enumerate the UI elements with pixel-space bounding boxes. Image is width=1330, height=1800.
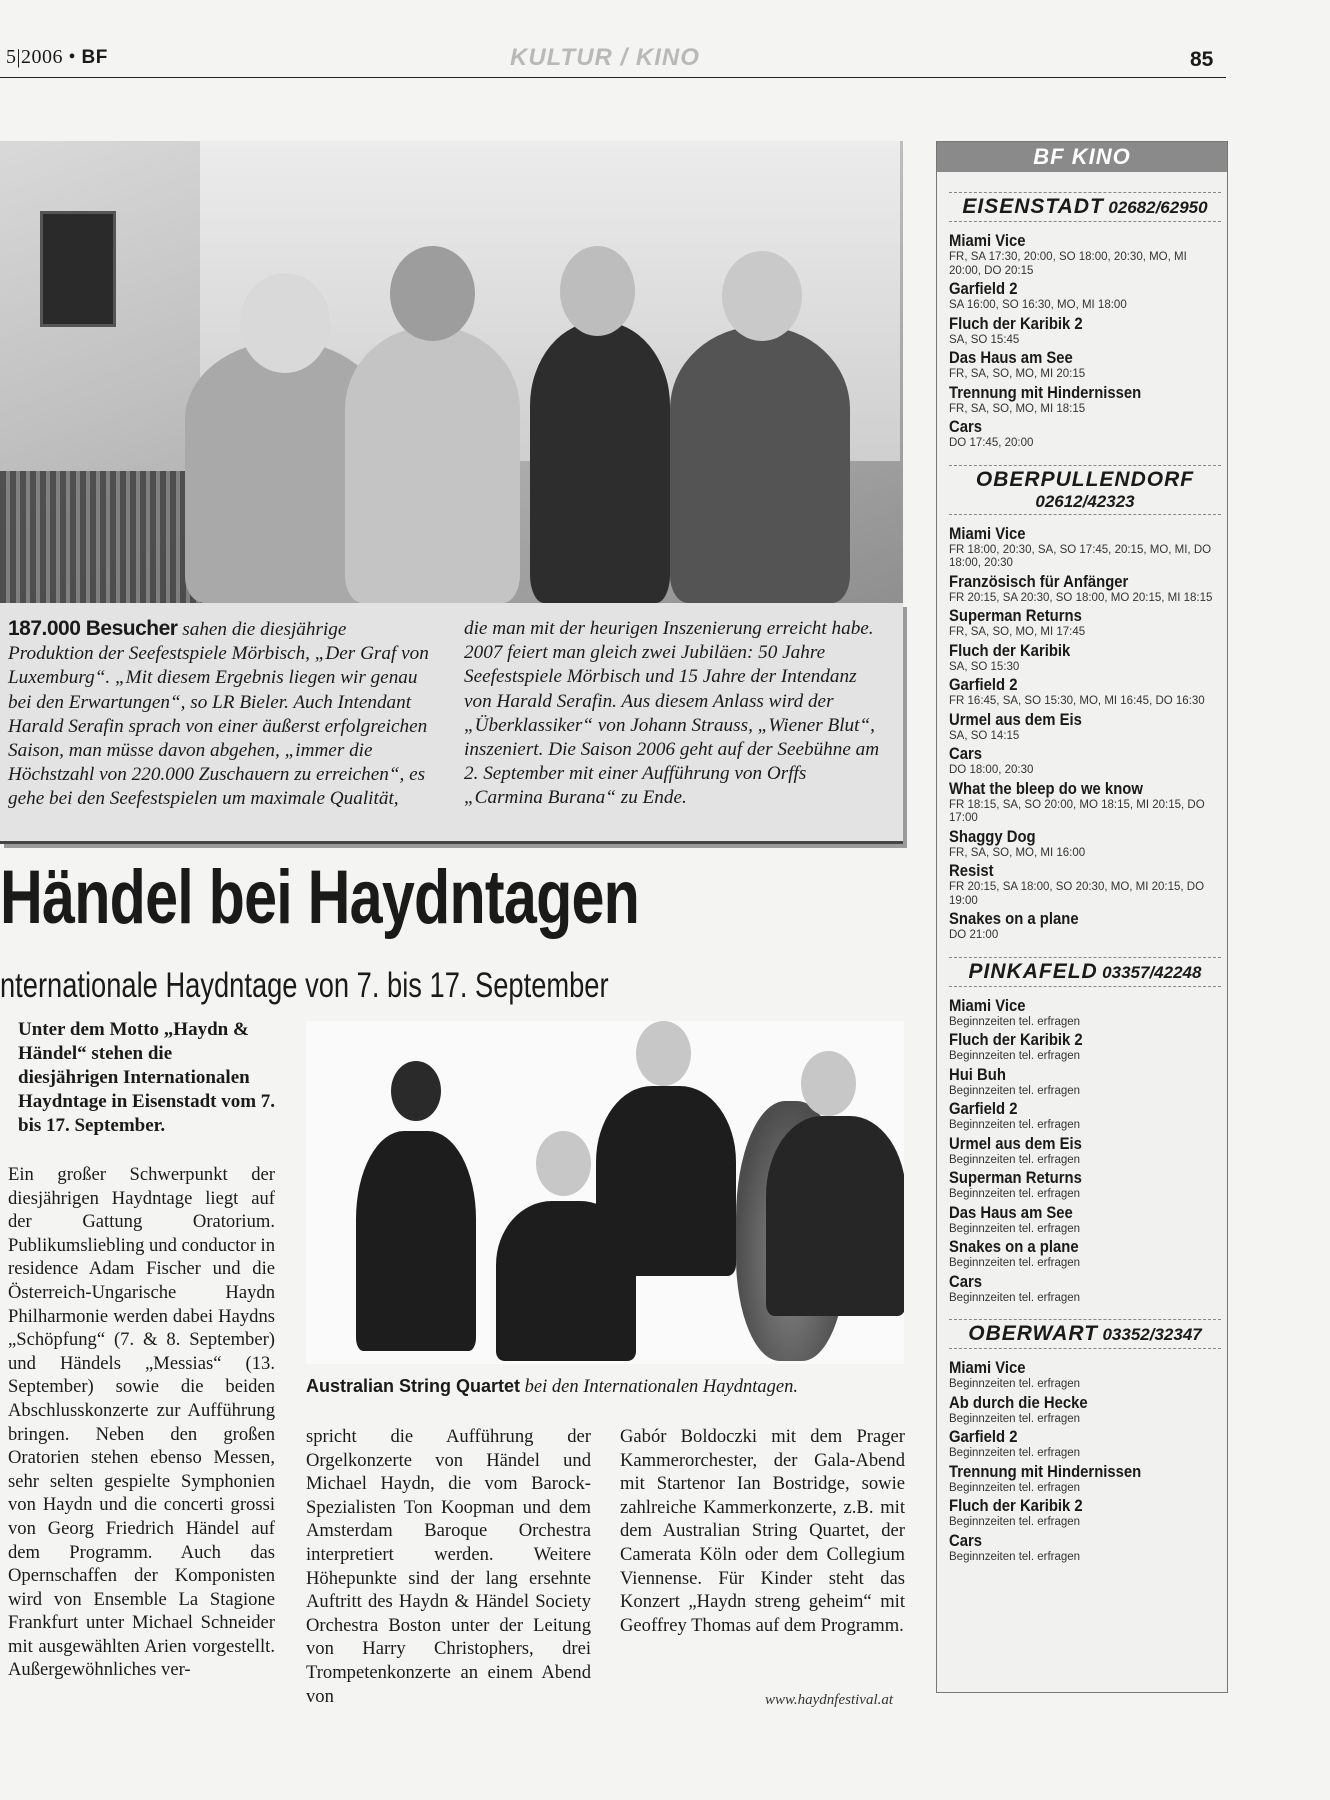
section-gap bbox=[949, 453, 1221, 465]
film-listing bbox=[949, 780, 1221, 826]
cinema-city: OBERPULLENDORF bbox=[975, 467, 1195, 491]
film-listing bbox=[949, 1428, 1221, 1461]
film-times: FR, SA, SO, MO, MI 16:00 bbox=[949, 846, 1086, 859]
film-listing bbox=[949, 642, 1221, 675]
film-title: Cars bbox=[949, 1531, 983, 1550]
header-rule bbox=[0, 77, 1226, 78]
film-listing bbox=[949, 1169, 1221, 1202]
section-gap bbox=[949, 1566, 1221, 1578]
film-title: Garfield 2 bbox=[949, 676, 1018, 694]
cinema-city: OBERWART bbox=[968, 1322, 1098, 1345]
photo-caption-box bbox=[0, 603, 903, 844]
film-times: FR 20:15, SA 18:00, SO 20:30, MO, MI 20:15, DO 19:00 bbox=[949, 881, 1205, 907]
film-title: Ab durch die Hecke bbox=[949, 1393, 1088, 1412]
film-listing bbox=[949, 1100, 1221, 1133]
film-listing bbox=[949, 525, 1221, 571]
cinema-phone: 03352/32347 bbox=[1102, 1325, 1202, 1344]
film-times: SA, SO 15:30 bbox=[949, 660, 1020, 673]
film-listing bbox=[949, 862, 1221, 908]
article-subhead: nternationale Haydntage von 7. bis 17. September bbox=[0, 966, 609, 1005]
film-times: DO 21:00 bbox=[949, 929, 999, 941]
quartet-caption-text: bei den Internationalen Haydntagen. bbox=[520, 1377, 798, 1397]
issue-date: 5|2006 • BF bbox=[6, 46, 108, 68]
film-title: Shaggy Dog bbox=[949, 827, 1036, 846]
film-times: FR, SA, SO, MO, MI 18:15 bbox=[949, 402, 1086, 415]
film-title: Fluch der Karibik bbox=[949, 641, 1071, 660]
film-title: Französisch für Anfänger bbox=[949, 572, 1129, 591]
string-quartet-photo bbox=[306, 1021, 904, 1364]
film-title: Hui Buh bbox=[949, 1065, 1006, 1084]
film-listing bbox=[949, 418, 1221, 451]
film-times: Beginnzeiten tel. erfragen bbox=[949, 1084, 1081, 1097]
cinema-city: EISENSTADT bbox=[962, 195, 1104, 218]
film-title: Das Haus am See bbox=[949, 1203, 1073, 1222]
film-title: Fluch der Karibik 2 bbox=[949, 314, 1083, 333]
seefestspiele-photo bbox=[0, 141, 903, 603]
film-times: Beginnzeiten tel. erfragen bbox=[949, 1412, 1081, 1425]
film-listing bbox=[949, 573, 1221, 606]
section-gap bbox=[949, 945, 1221, 957]
film-times: FR, SA 17:30, 20:00, SO 18:00, 20:30, MO, MI 20:00, DO 20:15 bbox=[949, 251, 1187, 277]
cinema-location bbox=[949, 1319, 1221, 1349]
film-times: Beginnzeiten tel. erfragen bbox=[949, 1153, 1081, 1166]
film-times: Beginnzeiten tel. erfragen bbox=[949, 1050, 1081, 1062]
film-title: Fluch der Karibik 2 bbox=[949, 1031, 1083, 1049]
film-listing bbox=[949, 1273, 1221, 1306]
cinema-phone: 03357/42248 bbox=[1102, 962, 1202, 982]
film-title: Miami Vice bbox=[949, 232, 1026, 250]
film-listing bbox=[949, 1532, 1221, 1565]
film-listing bbox=[949, 745, 1221, 778]
cinema-city: PINKAFELD bbox=[968, 959, 1098, 983]
film-listing bbox=[949, 1463, 1221, 1496]
film-title: Cars bbox=[949, 745, 983, 763]
film-times: SA, SO 15:45 bbox=[949, 333, 1020, 346]
film-title: Cars bbox=[949, 418, 983, 436]
kino-sidebar bbox=[936, 141, 1228, 1693]
film-title: Snakes on a plane bbox=[949, 910, 1079, 928]
photo-monitor bbox=[40, 211, 116, 327]
film-times: SA, SO 14:15 bbox=[949, 729, 1020, 742]
film-times: DO 18:00, 20:30 bbox=[949, 764, 1034, 776]
caption-lead: 187.000 Besucher bbox=[8, 617, 178, 640]
film-times: FR, SA, SO, MO, MI 17:45 bbox=[949, 626, 1086, 638]
film-title: Urmel aus dem Eis bbox=[949, 710, 1082, 729]
article-body-column-3: Gabór Boldoczki mit dem Prager Kammerorchester, der Gala-Abend mit Startenor Ian Bostridge, sowie zahlreiche Kammerkonzerte, z.B. mit dem Australian String Quartet, der Camerata Köln oder dem Collegium Viennense. Für Kinder steht das Konzert „Haydn streng geheim“ mit Geoffrey Thomas auf dem Programm. bbox=[620, 1426, 905, 1636]
film-listing bbox=[949, 711, 1221, 744]
film-listing bbox=[949, 1204, 1221, 1237]
caption-text: sahen die diesjährige Produktion der Seefestspiele Mörbisch, „Der Graf von Luxemburg“. „Mit diesem Ergebnis liegen wir genau bei den Erwartungen“, so LR Bieler. Auch Intendant Harald Serafin sprach von einer äußerst erfolgreichen Saison, man müsse davon abgehen, „immer die Höchstzahl von 220.000 Zuschauern zu erreichen“, es gehe bei den Seefestspielen um maximale Qualität, bbox=[8, 619, 429, 810]
film-listing bbox=[949, 997, 1221, 1030]
cinema-phone: 02612/42323 bbox=[1035, 491, 1135, 511]
film-times: Beginnzeiten tel. erfragen bbox=[949, 1015, 1081, 1028]
film-times: Beginnzeiten tel. erfragen bbox=[949, 1119, 1081, 1131]
film-listing bbox=[949, 384, 1221, 417]
quartet-caption-lead: Australian String Quartet bbox=[306, 1376, 521, 1396]
cinema-location bbox=[949, 957, 1221, 987]
film-title: Das Haus am See bbox=[949, 349, 1073, 367]
photo-person bbox=[345, 326, 520, 603]
section-tag: BF bbox=[81, 47, 108, 68]
film-times: Beginnzeiten tel. erfragen bbox=[949, 1447, 1081, 1459]
photo-person bbox=[670, 326, 850, 603]
film-times: FR, SA, SO, MO, MI 20:15 bbox=[949, 368, 1086, 380]
film-listing bbox=[949, 1031, 1221, 1064]
film-title: Cars bbox=[949, 1272, 983, 1291]
kino-listings bbox=[949, 192, 1221, 1578]
kino-title: BF KINO bbox=[937, 142, 1227, 172]
film-listing bbox=[949, 1135, 1221, 1168]
photo-person bbox=[530, 321, 670, 603]
film-listing bbox=[949, 676, 1221, 709]
film-times: Beginnzeiten tel. erfragen bbox=[949, 1378, 1081, 1390]
cinema-phone: 02682/62950 bbox=[1108, 198, 1208, 217]
film-title: Garfield 2 bbox=[949, 280, 1018, 298]
article-body-column-1: Ein großer Schwerpunkt der diesjährigen Haydntage liegt auf der Gattung Oratorium. Publikumsliebling und conductor in residence Adam Fischer und die Österreich-Ungarische Haydn Philharmonie werden dabei Haydns „Schöpfung“ (7. & 8. September) und Händels „Messias“ (13. September) sowie die beiden Abschlusskonzerte zur Aufführung bringen. Neben den großen Oratorien stehen ebenso Messen, sehr selten gespielte Symphonien von Haydn und die concerti grossi von Georg Friedrich Händel auf dem Programm. Auch das Opernschaffen der Komponisten wird von Ensemble La Stagione Frankfurt unter Michael Schneider mit ausgewählten Arien vorgestellt. Außergewöhnliches ver- bbox=[8, 1164, 276, 1681]
film-title: Garfield 2 bbox=[949, 1428, 1018, 1446]
film-listing bbox=[949, 1238, 1221, 1271]
film-times: Beginnzeiten tel. erfragen bbox=[949, 1516, 1081, 1528]
film-title: Superman Returns bbox=[949, 1169, 1082, 1187]
film-listing bbox=[949, 1497, 1221, 1530]
film-title: Superman Returns bbox=[949, 607, 1082, 625]
cinema-location bbox=[949, 465, 1221, 515]
quartet-caption bbox=[306, 1376, 798, 1398]
film-title: Garfield 2 bbox=[949, 1100, 1018, 1118]
article-body-column-2: spricht die Aufführung der Orgelkonzerte von Händel und Michael Haydn, die vom Barock-Spezialisten Ton Koopman und dem Amsterdam Baroque Orchestra interpretiert werden. Weitere Höhepunkte sind der lang ersehnte Auftritt des Haydn & Händel Society Orchestra Boston unter der Leitung von Harry Christophers, drei Trompetenkonzerte an einem Abend von bbox=[306, 1426, 591, 1707]
film-times: DO 17:45, 20:00 bbox=[949, 437, 1034, 449]
film-listing bbox=[949, 232, 1221, 278]
film-listing bbox=[949, 349, 1221, 382]
film-times: Beginnzeiten tel. erfragen bbox=[949, 1257, 1081, 1269]
film-times: FR 20:15, SA 20:30, SO 18:00, MO 20:15, MI 18:15 bbox=[949, 591, 1213, 604]
article-headline: Händel bei Haydntagen bbox=[0, 855, 640, 940]
film-title: Fluch der Karibik 2 bbox=[949, 1497, 1083, 1515]
film-times: Beginnzeiten tel. erfragen bbox=[949, 1550, 1081, 1563]
film-times: FR 16:45, SA, SO 15:30, MO, MI 16:45, DO 16:30 bbox=[949, 695, 1205, 707]
film-listing bbox=[949, 910, 1221, 943]
section-title: KULTUR / KINO bbox=[510, 44, 700, 71]
film-listing bbox=[949, 607, 1221, 640]
caption-column-2: die man mit der heurigen Inszenierung erreicht habe. 2007 feiert man gleich zwei Jubiläen: 50 Jahre Seefestspiele Mörbisch und 15 Jahre der Intendanz von Harald Serafin. Aus diesem Anlass wird der „Überklassiker“ von Johann Strauss, „Wiener Blut“, inszeniert. Die Saison 2006 geht auf der Seebühne am 2. September mit einer Aufführung von Orffs „Carmina Burana“ zu Ende. bbox=[464, 618, 880, 809]
website-link[interactable]: www.haydnfestival.at bbox=[765, 1692, 894, 1708]
film-listing bbox=[949, 280, 1221, 313]
film-listing bbox=[949, 1359, 1221, 1392]
film-times: FR 18:00, 20:30, SA, SO 17:45, 20:15, MO, MI, DO 18:00, 20:30 bbox=[949, 543, 1212, 569]
caption-column-1 bbox=[8, 617, 433, 812]
film-title: Resist bbox=[949, 862, 994, 880]
film-title: What the bleep do we know bbox=[949, 779, 1143, 798]
film-listing bbox=[949, 1394, 1221, 1427]
film-title: Trennung mit Hindernissen bbox=[949, 1462, 1142, 1481]
cinema-location bbox=[949, 192, 1221, 222]
page-number: 85 bbox=[1190, 48, 1214, 71]
film-times: Beginnzeiten tel. erfragen bbox=[949, 1481, 1081, 1494]
film-times: FR 18:15, SA, SO 20:00, MO 18:15, MI 20:15, DO 17:00 bbox=[949, 798, 1205, 824]
film-times: Beginnzeiten tel. erfragen bbox=[949, 1222, 1081, 1235]
film-title: Urmel aus dem Eis bbox=[949, 1134, 1082, 1153]
film-times: Beginnzeiten tel. erfragen bbox=[949, 1291, 1081, 1304]
film-listing bbox=[949, 315, 1221, 348]
film-title: Snakes on a plane bbox=[949, 1238, 1079, 1256]
film-title: Trennung mit Hindernissen bbox=[949, 383, 1142, 402]
article-lead: Unter dem Motto „Haydn & Händel“ stehen die diesjährigen Internationalen Haydntage in Eisenstadt vom 7. bis 17. September. bbox=[18, 1019, 276, 1136]
film-times: SA 16:00, SO 16:30, MO, MI 18:00 bbox=[949, 299, 1127, 311]
film-title: Miami Vice bbox=[949, 996, 1026, 1015]
film-listing bbox=[949, 828, 1221, 861]
film-listing bbox=[949, 1066, 1221, 1099]
film-times: Beginnzeiten tel. erfragen bbox=[949, 1188, 1081, 1200]
film-title: Miami Vice bbox=[949, 1359, 1026, 1377]
film-title: Miami Vice bbox=[949, 524, 1026, 543]
section-gap bbox=[949, 1307, 1221, 1319]
